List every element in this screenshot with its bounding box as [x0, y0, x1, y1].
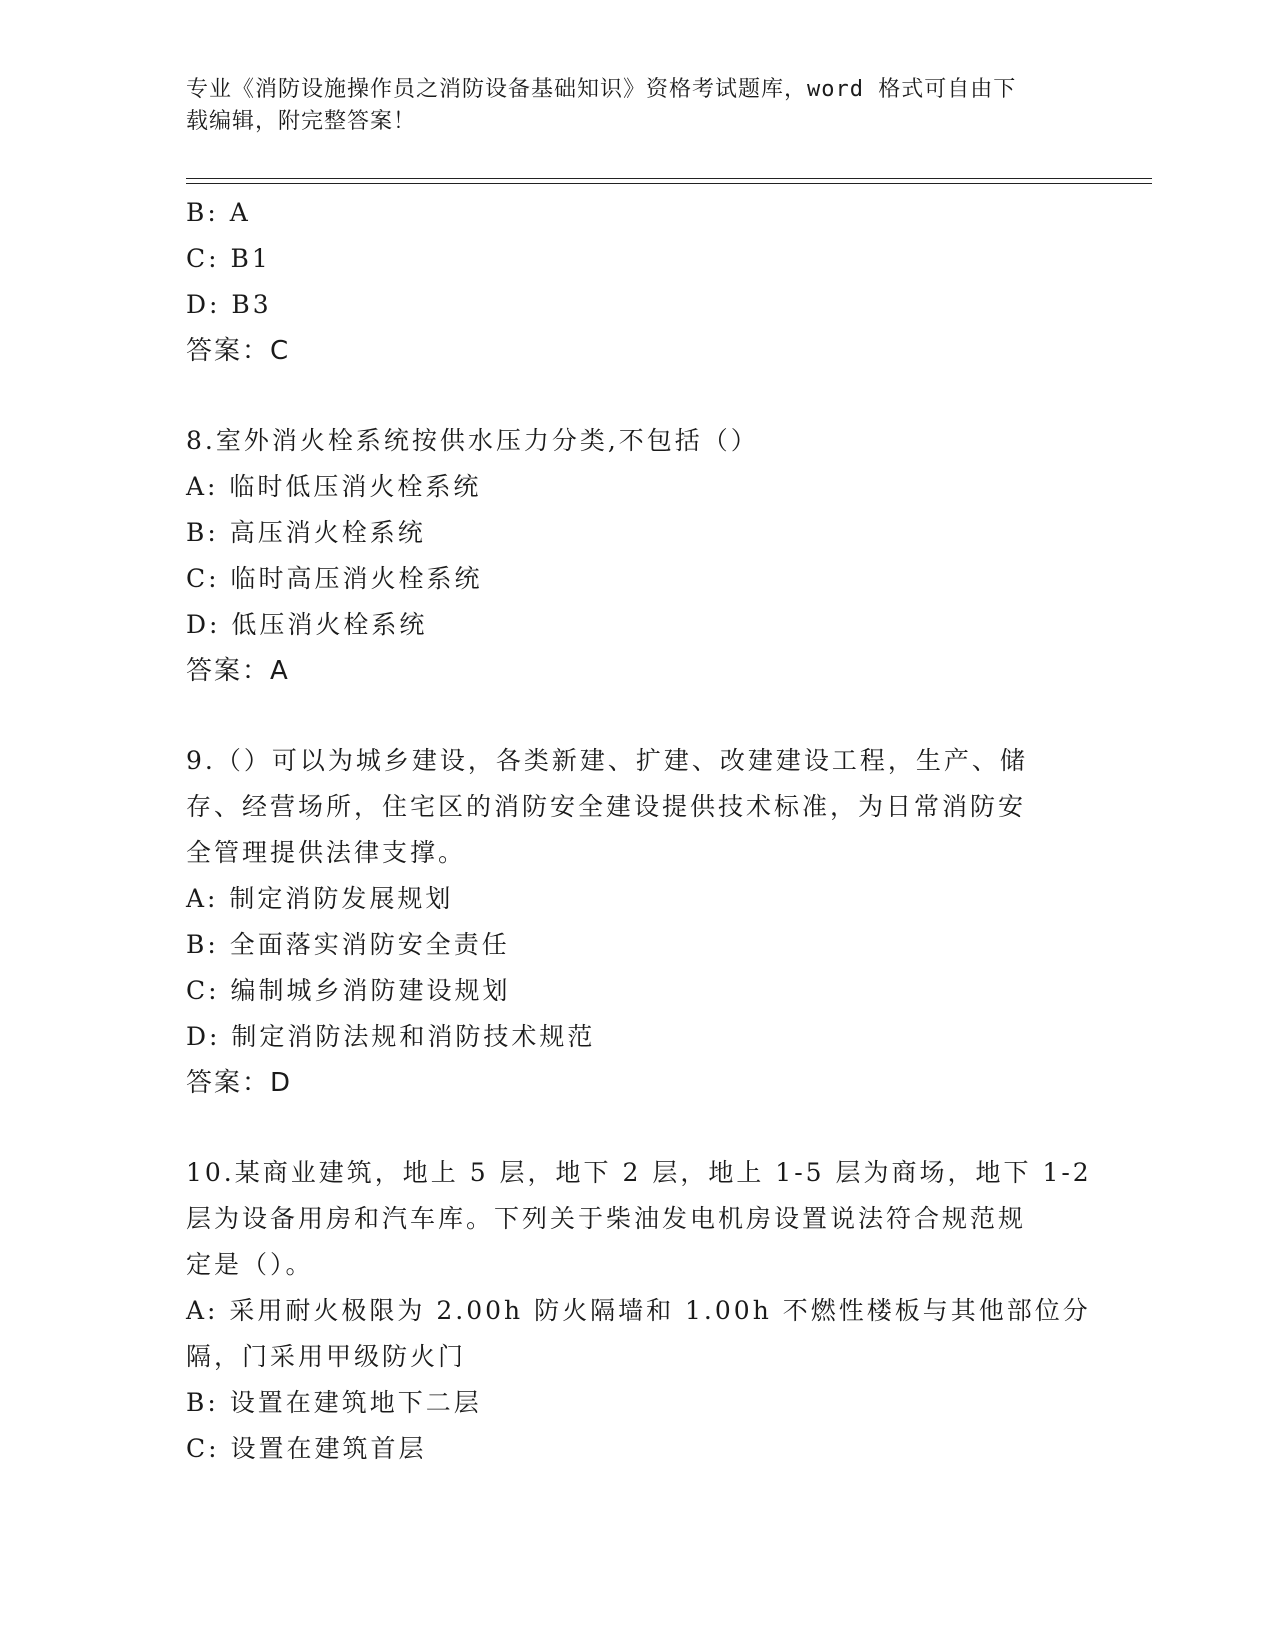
- answer: 答案：C: [186, 336, 291, 366]
- option-a-line-1: A: 采用耐火极限为 2.00h 防火隔墙和 1.00h 不燃性楼板与其他部位分: [186, 1296, 1091, 1325]
- question-stem: 8.室外消火栓系统按供水压力分类,不包括（）: [186, 426, 759, 455]
- question-7: [186, 190, 1086, 374]
- option-c: C: 编制城乡消防建设规划: [186, 976, 511, 1005]
- question-stem-line-3: 全管理提供法律支撑。: [186, 838, 467, 867]
- option-c: C: B1: [186, 244, 271, 273]
- option-d: D: 低压消火栓系统: [186, 610, 428, 639]
- option-b: B: A: [186, 198, 251, 227]
- option-a: A: 制定消防发展规划: [186, 884, 454, 913]
- option-c: C: 设置在建筑首层: [186, 1434, 427, 1463]
- option-d: D: B3: [186, 290, 272, 319]
- option-b: B: 设置在建筑地下二层: [186, 1388, 482, 1417]
- question-stem-line-3: 定是（）。: [186, 1250, 314, 1279]
- option-b: B: 全面落实消防安全责任: [186, 930, 510, 959]
- option-a-line-2: 隔，门采用甲级防火门: [186, 1342, 467, 1371]
- question-8: [186, 418, 1086, 694]
- header-line-2: 载编辑，附完整答案！: [186, 109, 417, 134]
- header-line-1: 专业《消防设施操作员之消防设备基础知识》资格考试题库，word 格式可自由下: [186, 77, 1017, 102]
- question-stem-line-2: 层为设备用房和汽车库。下列关于柴油发电机房设置说法符合规范规: [186, 1204, 1027, 1233]
- question-stem-line-1: 10.某商业建筑，地上 5 层，地下 2 层，地上 1-5 层为商场，地下 1-2: [186, 1158, 1092, 1187]
- document-header: [186, 74, 1066, 138]
- question-stem-line-2: 存、经营场所，住宅区的消防安全建设提供技术标准，为日常消防安: [186, 792, 1027, 821]
- answer: 答案：A: [186, 656, 290, 686]
- header-divider-bottom: [186, 183, 1152, 184]
- question-body: [186, 190, 1092, 1472]
- question-stem-line-1: 9.（）可以为城乡建设，各类新建、扩建、改建建设工程，生产、储: [186, 746, 1028, 775]
- option-a: A: 临时低压消火栓系统: [186, 472, 482, 501]
- option-d: D: 制定消防法规和消防技术规范: [186, 1022, 596, 1051]
- option-c: C: 临时高压消火栓系统: [186, 564, 483, 593]
- question-10: [186, 1150, 1092, 1472]
- option-b: B: 高压消火栓系统: [186, 518, 426, 547]
- header-divider-top: [186, 178, 1152, 179]
- question-9: [186, 738, 1086, 1106]
- answer: 答案：D: [186, 1068, 293, 1098]
